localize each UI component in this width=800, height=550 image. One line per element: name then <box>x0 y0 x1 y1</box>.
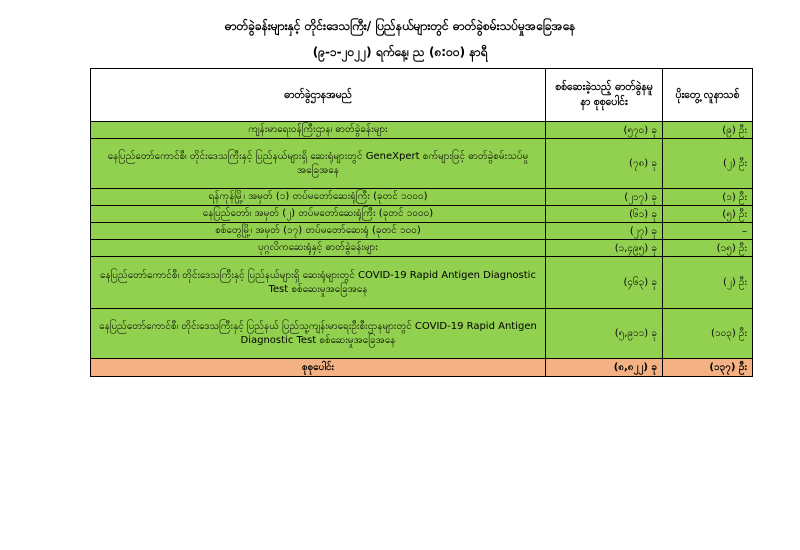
table-row <box>91 240 753 257</box>
new-positive-cell: (၁) ဦး <box>663 189 753 206</box>
new-positive-cell: (၉) ဦး <box>663 122 753 139</box>
total-row <box>91 359 753 377</box>
total-new-positive: (၁၃၇) ဦး <box>663 359 753 377</box>
lab-name-cell: နေပြည်တော်ကောင်စီ၊ တိုင်းဒေသကြီးနှင့် ပြည်နယ်များရှိ ဆေးရုံများတွင် COVID-19 Rapid Antigen Diagnostic Test စစ်ဆေးမှုအခြေအနေ <box>91 257 546 309</box>
total-label: စုစုပေါင်း <box>91 359 546 377</box>
header-lab-name: ဓာတ်ခွဲဌာနအမည် <box>91 69 546 122</box>
table-row <box>91 139 753 189</box>
header-samples-tested: စစ်ဆေးခဲ့သည့် ဓာတ်ခွဲနမူနာ စုစုပေါင်း <box>546 69 663 122</box>
new-positive-cell: (၂) ဦး <box>663 257 753 309</box>
new-positive-cell: (၂) ဦး <box>663 139 753 189</box>
lab-name-cell: ကျန်းမာရေးဝန်ကြီးဌာန၊ ဓာတ်ခွဲခန်းများ <box>91 122 546 139</box>
lab-name-cell: ရန်ကုန်မြို့၊ အမှတ် (၁) တပ်မတော်ဆေးရုံကြီး (ခုတင် ၁၀၀၀) <box>91 189 546 206</box>
header-new-positive: ပိုးတွေ့ လူနာသစ် <box>663 69 753 122</box>
lab-name-cell: ပုဂ္ဂလိကဆေးရုံနှင့် ဓာတ်ခွဲခန်းများ <box>91 240 546 257</box>
new-positive-cell: (၅) ဦး <box>663 206 753 223</box>
lab-test-table <box>90 68 753 377</box>
lab-name-cell: နေပြည်တော်ကောင်စီ၊ တိုင်းဒေသကြီးနှင့် ပြည်နယ်များရှိ ဆေးရုံများတွင် GeneXpert စက်များဖြင့် ဓာတ်ခွဲစမ်းသပ်မှုအခြေအနေ <box>91 139 546 189</box>
lab-name-cell: နေပြည်တော်ကောင်စီ၊ တိုင်းဒေသကြီးနှင့် ပြည်နယ် ပြည်သူ့ကျန်းမာရေးဦးစီးဌာနများတွင် COVID-19 Rapid Antigen Diagnostic Test စစ်ဆေးမှုအခြေအနေ <box>91 309 546 359</box>
samples-tested-cell: (၂၁၇) ခု <box>546 189 663 206</box>
table-row <box>91 223 753 240</box>
report-title: ဓာတ်ခွဲခန်းများနှင့် တိုင်းဒေသကြီး/ ပြည်နယ်များတွင် ဓာတ်ခွဲစမ်းသပ်မှုအခြေအနေ <box>224 19 576 33</box>
lab-name-cell: နေပြည်တော်၊ အမှတ် (၂) တပ်မတော်ဆေးရုံကြီး (ခုတင် ၁၀၀၀) <box>91 206 546 223</box>
total-samples-tested: (၈,၈၂၂) ခု <box>546 359 663 377</box>
samples-tested-cell: (၆၁) ခု <box>546 206 663 223</box>
table-row <box>91 122 753 139</box>
table-row <box>91 257 753 309</box>
table-row <box>91 206 753 223</box>
lab-name-cell: စစ်တွေမြို့၊ အမှတ် (၁၇) တပ်မတော်ဆေးရုံ (ခုတင် ၁၀၀) <box>91 223 546 240</box>
table-row <box>91 189 753 206</box>
samples-tested-cell: (၂၇) ခု <box>546 223 663 240</box>
report-date: (၉-၁-၂၀၂၂) ရက်နေ့၊ ည (၈:၀၀) နာရီ <box>312 45 488 59</box>
samples-tested-cell: (၇၈) ခု <box>546 139 663 189</box>
new-positive-cell: (၁၅) ဦး <box>663 240 753 257</box>
samples-tested-cell: (၅,၉၁၁) ခု <box>546 309 663 359</box>
new-positive-cell: – <box>663 223 753 240</box>
table-row <box>91 309 753 359</box>
samples-tested-cell: (၄၆၃) ခု <box>546 257 663 309</box>
table-header-row <box>91 69 753 122</box>
samples-tested-cell: (၁,၄၉၅) ခု <box>546 240 663 257</box>
samples-tested-cell: (၅၇၀) ခု <box>546 122 663 139</box>
new-positive-cell: (၁၀၃) ဦး <box>663 309 753 359</box>
